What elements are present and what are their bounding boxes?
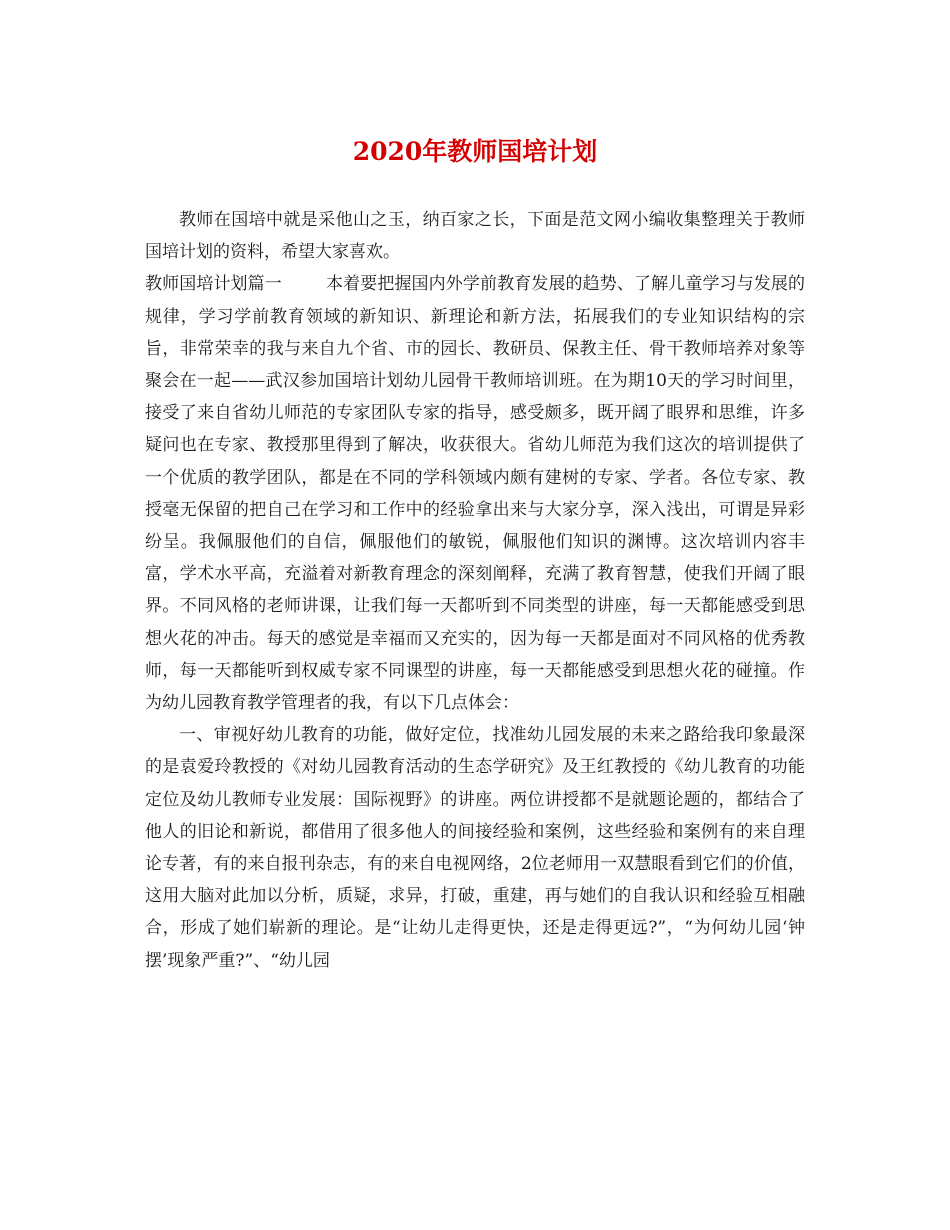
document-title: 2020年教师国培计划 [352, 137, 598, 166]
intro-paragraph: 教师在国培中就是采他山之玉，纳百家之长，下面是范文网小编收集整理关于教师国培计划的资料，希望大家喜欢。 [145, 210, 805, 263]
section-paragraph [145, 268, 805, 719]
section-label: 教师国培计划篇一 [145, 274, 282, 295]
section-body: 本着要把握国内外学前教育发展的趋势、了解儿童学习与发展的规律，学习学前教育领域的新知识、新理论和新方法，拓展我们的专业知识结构的宗旨，非常荣幸的我与来自九个省、市的园长、教研员、保教主任、骨干教师培养对象等聚会在一起——武汉参加国培计划幼儿园骨干教师培训班。在为期10天的学习时间里，接受了来自省幼儿师范的专家团队专家的指导，感受颇多，既开阔了眼界和思维，许多疑问也在专家、教授那里得到了解决，收获很大。省幼儿师范为我们这次的培训提供了一个优质的教学团队，都是在不同的学科领域内颇有建树的专家、学者。各位专家、教授毫无保留的把自己在学习和工作中的经验拿出来与大家分享，深入浅出，可谓是异彩纷呈。我佩服他们的自信，佩服他们的敏锐，佩服他们知识的渊博。这次培训内容丰富，学术水平高，充溢着对新教育理念的深刻阐释，充满了教育智慧，使我们开阔了眼界。不同风格的老师讲课，让我们每一天都听到不同类型的讲座，每一天都能感受到思想火花的冲击。每天的感觉是幸福而又充实的，因为每一天都是面对不同风格的优秀教师，每一天都能听到权威专家不同课型的讲座，每一天都能感受到思想火花的碰撞。作为幼儿园教育教学管理者的我，有以下几点体会： [145, 274, 806, 714]
document-body [145, 204, 805, 977]
point-one-paragraph: 一、审视好幼儿教育的功能，做好定位，找准幼儿园发展的未来之路给我印象最深的是袁爱玲教授的《对幼儿园教育活动的生态学研究》及王红教授的《幼儿教育的功能定位及幼儿教师专业发展：国际视野》的讲座。两位讲授都不是就题论题的，都结合了他人的旧论和新说，都借用了很多他人的间接经验和案例，这些经验和案例有的来自理论专著，有的来自报刊杂志，有的来自电视网络，2位老师用一双慧眼看到它们的价值，这用大脑对此加以分析，质疑，求异，打破，重建，再与她们的自我认识和经验互相融合，形成了她们崭新的理论。是“让幼儿走得更快，还是走得更远?”，“为何幼儿园‘钟摆’现象严重?”、“幼儿园 [145, 725, 805, 971]
